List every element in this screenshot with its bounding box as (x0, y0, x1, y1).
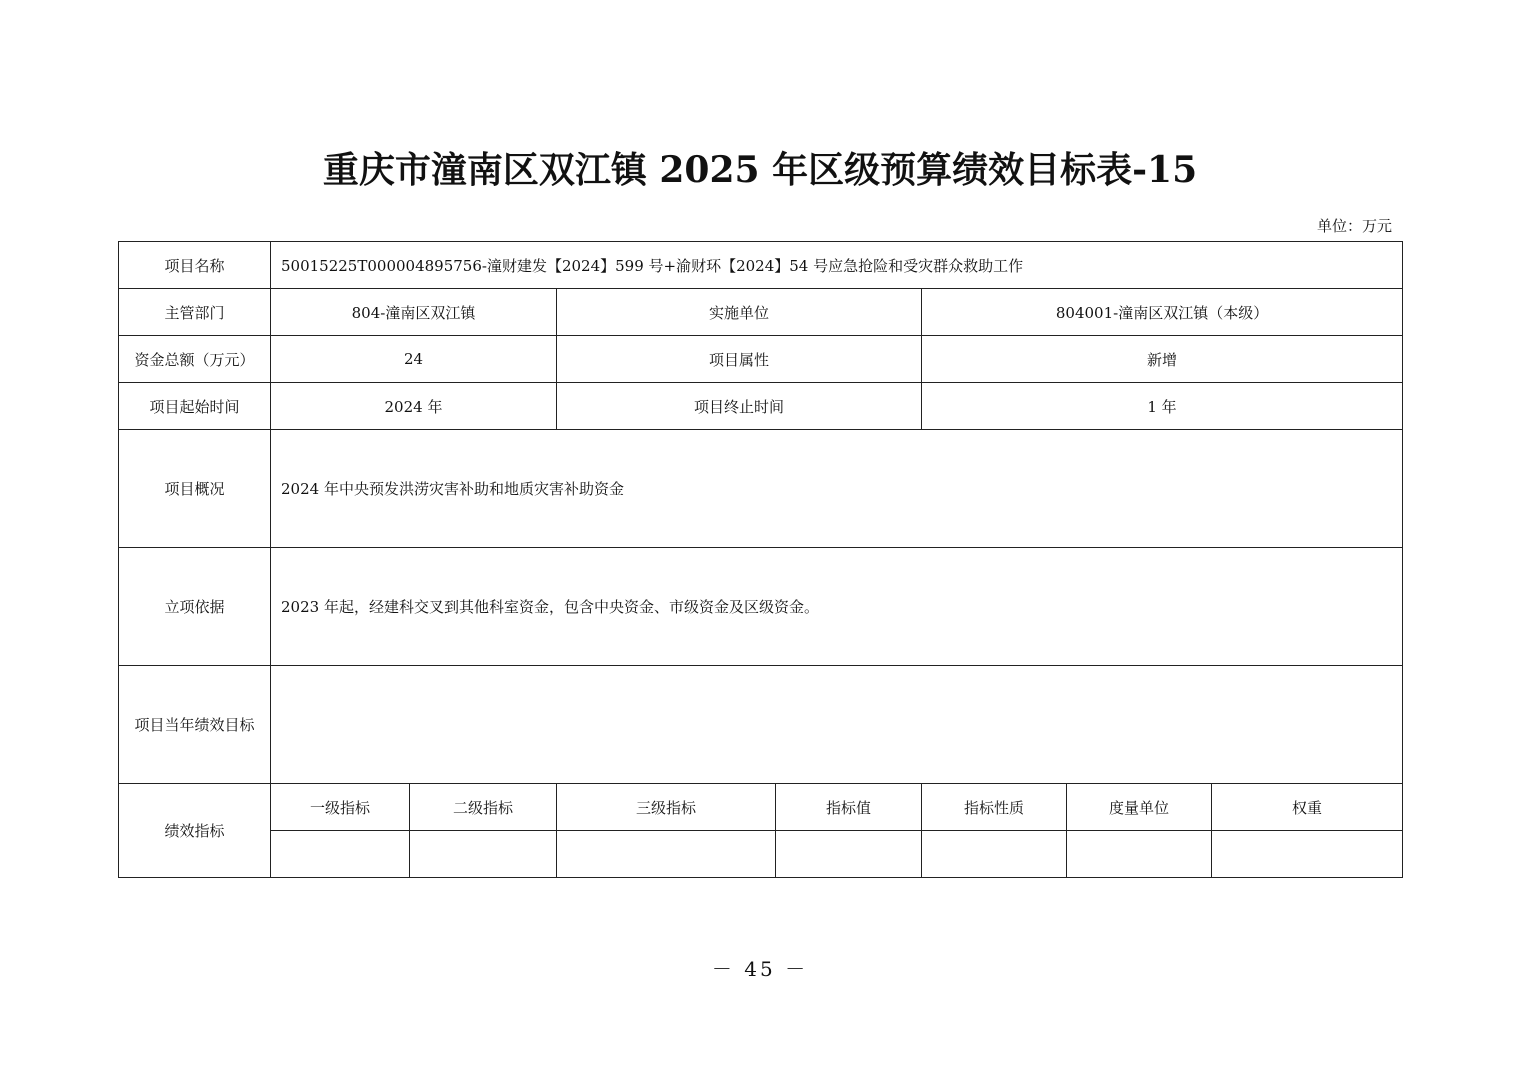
row-department (119, 289, 1403, 336)
row-timing (119, 383, 1403, 430)
overview-value: 2024 年中央预发洪涝灾害补助和地质灾害补助资金 (271, 430, 1403, 548)
unit-label: 单位：万元 (1316, 217, 1392, 235)
project-attribute-label: 项目属性 (557, 336, 922, 383)
indicator-cell (922, 831, 1067, 878)
overview-label: 项目概况 (119, 430, 271, 548)
implementing-unit-value: 804001-潼南区双江镇（本级） (922, 289, 1403, 336)
project-attribute-value: 新增 (922, 336, 1403, 383)
row-annual-goal (119, 666, 1403, 784)
indicator-cell (776, 831, 922, 878)
project-name-value: 50015225T000004895756-潼财建发【2024】599 号+渝财环【2024】54 号应急抢险和受灾群众救助工作 (271, 242, 1403, 289)
basis-label: 立项依据 (119, 548, 271, 666)
start-time-label: 项目起始时间 (119, 383, 271, 430)
department-value: 804-潼南区双江镇 (271, 289, 557, 336)
basis-value: 2023 年起，经建科交叉到其他科室资金，包含中央资金、市级资金及区级资金。 (271, 548, 1403, 666)
implementing-unit-label: 实施单位 (557, 289, 922, 336)
document-title: 重庆市潼南区双江镇 2025 年区级预算绩效目标表-15 (322, 149, 1198, 191)
total-funding-label: 资金总额（万元） (119, 336, 271, 383)
budget-performance-table (118, 241, 1403, 878)
indicator-cell (410, 831, 557, 878)
row-project-name (119, 242, 1403, 289)
annual-goal-value (271, 666, 1403, 784)
row-basis (119, 548, 1403, 666)
indicator-header-weight: 权重 (1212, 784, 1403, 831)
row-funding (119, 336, 1403, 383)
indicator-header-unit: 度量单位 (1067, 784, 1212, 831)
total-funding-value: 24 (271, 336, 557, 383)
department-label: 主管部门 (119, 289, 271, 336)
row-indicator-empty (119, 831, 1403, 878)
indicator-cell (557, 831, 776, 878)
project-name-label: 项目名称 (119, 242, 271, 289)
indicator-cell (1212, 831, 1403, 878)
page-number: － 45 － (711, 957, 809, 981)
row-indicator-headers (119, 784, 1403, 831)
indicator-cell (271, 831, 410, 878)
end-time-label: 项目终止时间 (557, 383, 922, 430)
row-overview (119, 430, 1403, 548)
annual-goal-label: 项目当年绩效目标 (119, 666, 271, 784)
indicator-header-value: 指标值 (776, 784, 922, 831)
indicator-header-level3: 三级指标 (557, 784, 776, 831)
indicator-header-level1: 一级指标 (271, 784, 410, 831)
indicator-cell (1067, 831, 1212, 878)
end-time-value: 1 年 (922, 383, 1403, 430)
indicator-header-nature: 指标性质 (922, 784, 1067, 831)
indicators-label: 绩效指标 (119, 784, 271, 878)
start-time-value: 2024 年 (271, 383, 557, 430)
indicator-header-level2: 二级指标 (410, 784, 557, 831)
